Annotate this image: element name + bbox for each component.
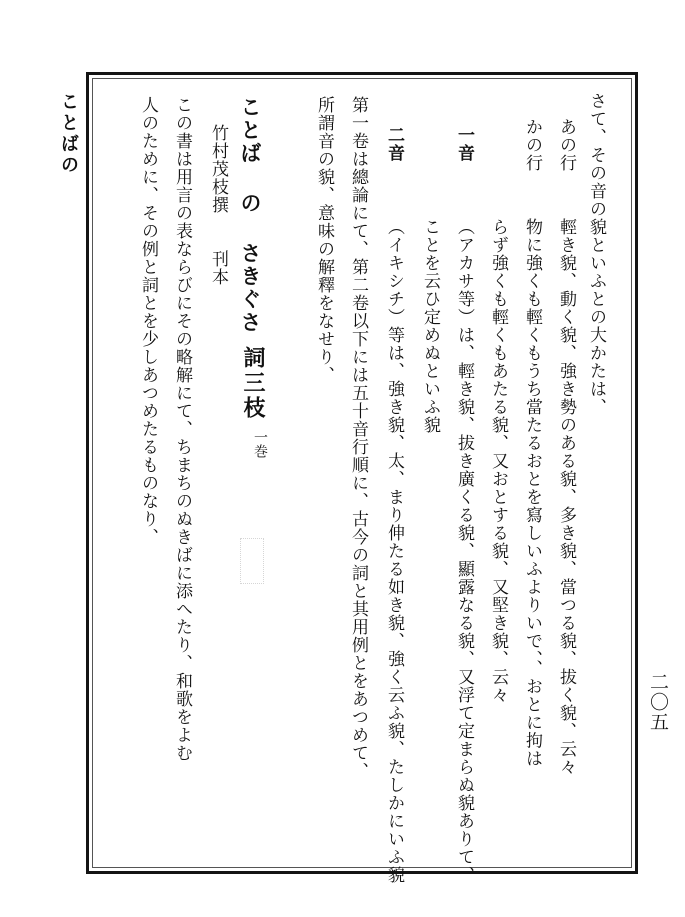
seal-stamp bbox=[240, 538, 264, 584]
volume-line-2: 所謂音の貌、意味の解釋をなせり、 bbox=[314, 96, 334, 384]
edition-line: 刊本 bbox=[208, 250, 228, 286]
ichion-body-2: ことを云ひ定めぬといふ貌 bbox=[420, 218, 440, 434]
book-subtitle: 詞三枝 bbox=[240, 346, 266, 421]
ka-row-label: かの行 bbox=[522, 118, 542, 172]
volume-line-1: 第一卷は總論にて、第二卷以下には五十音行順に、古今の詞と其用例とをあつめて、 bbox=[348, 96, 368, 780]
book-title: ことば の さきぐさ bbox=[238, 96, 263, 334]
description-line-2: 人のために、その例と詞とを少しあつめたるものなり、 bbox=[138, 96, 158, 546]
running-head: ことばの bbox=[58, 92, 79, 176]
ichion-body-1: （アカサ等）は、輕き貌、拔き廣くる貌、顯露なる貌、又浮て定まらぬ貌ありて、 bbox=[454, 218, 474, 884]
a-row-body: 輕き貌、動く貌、強き勢のある貌、多き貌、當つる貌、拔く貌、云々 bbox=[556, 218, 576, 776]
volume-count: 一巻 bbox=[252, 430, 268, 458]
description-line-1: この書は用言の表ならびにその略解にて、ちまちのぬきばに添へたり、和歌をよむ bbox=[172, 96, 192, 762]
ichion-label: 一音 bbox=[454, 126, 474, 162]
nion-body: （イキシチ）等は、強き貌、太、まり伸たる如き貌、強く云ふ貌、たしかにいふ貌 bbox=[384, 218, 404, 884]
ka-row-body-1: 物に強くも輕くもうち當たるおとを寫しいふよりいで、、おとに拘は bbox=[522, 218, 542, 768]
nion-label: 二音 bbox=[384, 126, 404, 162]
a-row-label: あの行 bbox=[556, 118, 576, 172]
ka-row-body-2: らず強くも輕くもあたる貌、又おとする貌、又堅き貌、云々 bbox=[488, 218, 508, 704]
author-line: 竹村茂枝撰 bbox=[208, 124, 228, 214]
intro-line: さて、その音の貌といふとの大かたは、 bbox=[586, 92, 606, 416]
page-number: 二〇五 bbox=[647, 672, 669, 732]
